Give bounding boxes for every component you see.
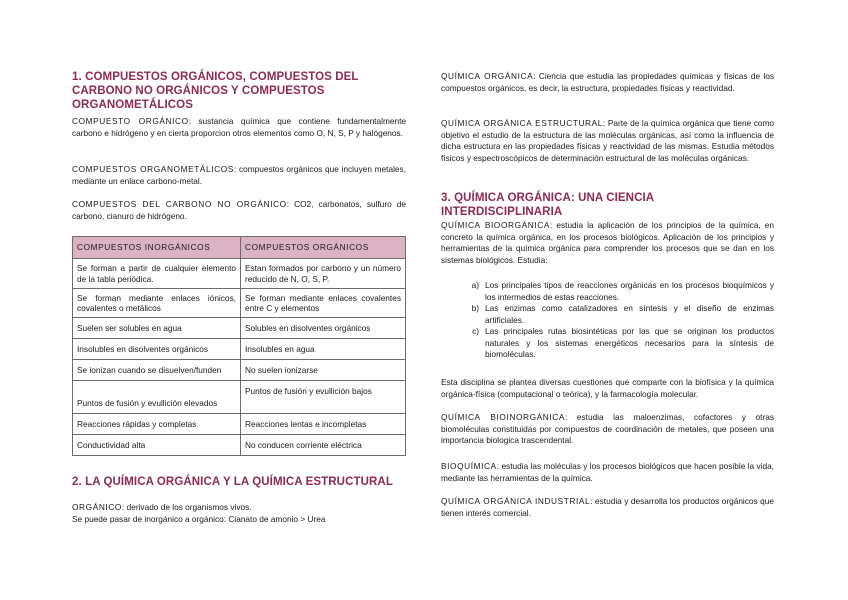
table-row <box>73 414 406 435</box>
def-term: BIOQUÍMICA <box>441 461 497 471</box>
def-term: COMPUESTOS ORGANOMETÁLICOS <box>72 164 234 174</box>
def-text: : compuestos orgánicos que incluyen metales, mediante un enlace carbono-metal. <box>72 164 406 186</box>
section-2-title: 2. LA QUÍMICA ORGÁNICA Y LA QUÍMICA ESTRUCTURAL <box>72 476 393 488</box>
table-row <box>73 360 406 381</box>
table-row <box>73 289 406 318</box>
def-text: : estudia y desarrolla los productos orgánicos que tienen interés comercial. <box>441 496 774 518</box>
def-text: : sustancia química que contiene fundamentalmente carbono e hidrógeno y en cierta proporcion otros elementos como O, N, S, P y halógenos. <box>72 116 407 138</box>
table-header-row <box>73 237 406 259</box>
def-term: ORGÁNICO <box>72 502 122 512</box>
disciplina-paragraph: Esta disciplina se plantea diversas cuestiones que comparte con la biofísica y la química orgánica-física (computacional o teórica), y la farmacología molecular. <box>441 377 774 399</box>
def-text: : Parte de la química orgánica que tiene como objetivo el estudio de la estructura de las moléculas orgánicas, así como la influencia de dicha estructura en las propiedades físicas y reactividad de las mismas. Estudia métodos físicos y espectroscópicos de determinación estructural de las moléculas orgánicas. <box>441 118 775 163</box>
table-cell: Solubles en disolventes orgánicos <box>241 318 406 339</box>
def-text: : CO2, carbonatos, sulfuro de carbono, cianuro de hidrógeno. <box>72 199 406 221</box>
def-carbono-no-organico <box>72 199 406 222</box>
table-cell: Puntos de fusión y evullición elevados <box>73 381 241 414</box>
table-cell: Puntos de fusión y evullición bajos <box>241 381 406 414</box>
table-cell: No suelen ionizarse <box>241 360 406 381</box>
table-cell: Reacciones rápidas y completas <box>73 414 241 435</box>
table-cell: Suelen ser solubles en agua <box>73 318 241 339</box>
def-text: : estudia las moléculas y los procesos biológicos que hacen posible la vida, mediante las herramientas de la química. <box>441 461 774 483</box>
def-term: QUÍMICA BIOORGÁNICA <box>441 220 551 230</box>
section-1-title: 1. COMPUESTOS ORGÁNICOS, COMPUESTOS DEL CARBONO NO ORGÁNICOS Y COMPUESTOS ORGANOMETÁLICOS <box>72 71 359 111</box>
table-cell: Se ionizan cuando se disuelven/funden <box>73 360 241 381</box>
def-term: QUÍMICA ORGÁNICA <box>441 71 534 81</box>
table-cell: Estan formados por carbono y un número reducido de N, O, S, P. <box>241 259 406 289</box>
def-organico <box>72 502 406 514</box>
list-item: c. Las principales rutas biosintéticas por las que se originan los productos naturales y los sistemas energéticos necesarios para la síntesis de biomoléculas. <box>479 326 774 361</box>
table-row <box>73 339 406 360</box>
table-cell: Insolubles en agua <box>241 339 406 360</box>
table-cell: Conductividad alta <box>73 435 241 456</box>
table-header-organicos: COMPUESTOS ORGÁNICOS <box>241 237 406 259</box>
def-quimica-organica-estructural <box>441 118 774 164</box>
def-term: COMPUESTOS DEL CARBONO NO ORGÁNICO <box>72 199 287 209</box>
def-term: QUÍMICA ORGÁNICA INDUSTRIAL <box>441 496 591 506</box>
def-text: : derivado de los organismos vivos. <box>121 502 252 512</box>
table-row <box>73 435 406 456</box>
bioorganica-topics-list <box>441 280 774 361</box>
table-row <box>73 318 406 339</box>
list-item: b. Las enzimas como catalizadores en síntesis y el diseño de enzimas artificiales. <box>479 303 774 326</box>
def-quimica-organica <box>441 71 774 94</box>
table-cell: Se forman a partir de cualquier elemento de la tabla periódica. <box>73 259 241 289</box>
section-3-title: 3. QUÍMICA ORGÁNICA: UNA CIENCIA INTERDISCIPLINARIA <box>441 192 654 218</box>
def-term: COMPUESTO ORGÁNICO <box>72 116 189 126</box>
def-compuesto-organico <box>72 116 406 139</box>
table-row <box>73 381 406 414</box>
table-cell: Insolubles en disolventes orgánicos <box>73 339 241 360</box>
def-quimica-organica-industrial <box>441 496 774 519</box>
table-cell: Se forman mediante enlaces iónicos, covalentes o metálicos <box>73 289 241 318</box>
table-cell: Se forman mediante enlaces covalentes entre C y elementos <box>241 289 406 318</box>
def-quimica-bioinorganica <box>441 412 774 447</box>
table-cell: No conducen corriente eléctrica <box>241 435 406 456</box>
comparison-table <box>72 236 406 456</box>
def-quimica-bioorganica <box>441 220 774 266</box>
def-text: : estudia las maloenzimas, cofactores y otras biomoléculas constituidas por compuestos de coordinación de metales, que poseen una importancia biologica trascendental. <box>441 412 774 445</box>
inorganico-a-organico: Se puede pasar de inorgánico a orgánico: Cianato de amonio > Urea <box>72 514 326 524</box>
def-organometalicos <box>72 164 406 187</box>
def-term: QUÍMICA ORGÁNICA ESTRUCTURAL <box>441 118 603 128</box>
def-text: : Ciencia que estudia las propiedades químicas y físicas de los compuestos orgánicos, es decir, la estructura, propiedades físicas y reactividad. <box>441 71 774 93</box>
def-term: QUÍMICA BIOINORGÁNICA <box>441 412 566 422</box>
list-item: a. Los principales tipos de reacciones orgánicas en los procesos bioquímicos y los intermedios de estas reacciones. <box>479 280 774 303</box>
table-header-inorganicos: COMPUESTOS INORGÁNICOS <box>73 237 241 259</box>
def-text: : estudia la aplicación de los principios de la química, en concreto la química orgánica, en los procesos biológicos. Aplicación de los principios y herramientas de la química orgánica para comprender los procesos que se dan en los sistemas biológicos. Estudia: <box>441 220 774 265</box>
table-row <box>73 259 406 289</box>
table-cell: Reacciones lentas e incompletas <box>241 414 406 435</box>
def-bioquimica <box>441 461 774 484</box>
